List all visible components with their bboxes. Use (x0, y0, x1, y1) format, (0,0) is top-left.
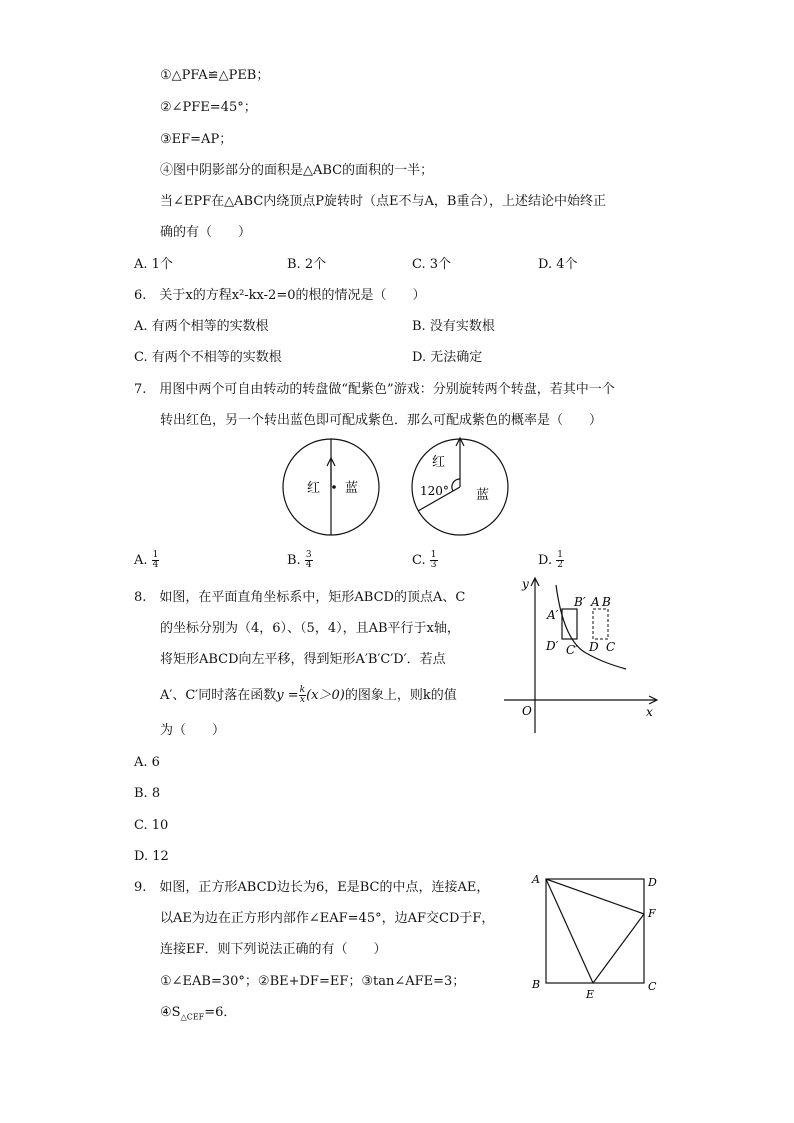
spinner-1-label-red: 红 (307, 481, 321, 496)
q9-label-b: B (532, 978, 541, 991)
q7-option-c-numerator: 1 (430, 550, 437, 560)
spinner-1-label-blue: 蓝 (345, 481, 359, 496)
q5-condition-line2: 确的有（ ） (160, 225, 252, 240)
q9-square-abcd (546, 879, 644, 983)
q5-option-a: A. 1个 (134, 257, 173, 272)
q9-segment-ae (546, 879, 593, 983)
q5-statement-1: ①△PFA≌△PEB； (160, 68, 270, 83)
q7-option-d-label: D. (538, 553, 553, 568)
q7-option-c-denominator: 3 (430, 560, 437, 570)
q7-option-c-label: C. (412, 553, 426, 568)
q7-option-d (538, 551, 564, 570)
q9-area-s: ④S (160, 1005, 181, 1020)
q5-statement-4: ④图中阴影部分的面积是△ABC的面积的一半； (160, 163, 434, 178)
q7-option-b (287, 551, 313, 570)
q9-area-value: =6． (204, 1005, 237, 1020)
q5-statement-3: ③EF=AP； (160, 132, 233, 147)
q8-coordinate-figure (502, 573, 664, 735)
q8-line4-part1: A′、C′同时落在函数 (160, 688, 277, 703)
q7-option-b-label: B. (287, 553, 301, 568)
q9-label-a: A (532, 873, 540, 886)
q8-function-y: y = (276, 688, 299, 703)
q8-function-domain: (x＞0) (306, 688, 345, 703)
q8-function-x: x (299, 695, 305, 705)
q9-segment-ef (593, 914, 644, 983)
q9-square-figure (526, 866, 664, 1004)
q7-stem-line1: 7. 用图中两个可自由转动的转盘做“配紫色”游戏：分别旋转两个转盘，若其中一个 (134, 382, 615, 397)
q7-option-b-numerator: 3 (305, 550, 312, 560)
q6-option-a: A. 有两个相等的实数根 (134, 319, 269, 334)
q9-stem-line2: 以AE为边在正方形内部作∠EAF=45°，边AF交CD于F， (160, 911, 495, 926)
q7-option-d-numerator: 1 (557, 550, 563, 560)
q8-stem-line3: 将矩形ABCD向左平移，得到矩形A′B′C′D′．若点 (160, 652, 446, 667)
q9-label-e: E (586, 988, 595, 1001)
q8-label-b: B (602, 595, 611, 609)
spinner-2-angle-label: 120° (420, 484, 449, 498)
q5-statement-2: ②∠PFE=45°； (160, 100, 257, 115)
spinner-2-label-red: 红 (432, 455, 446, 470)
q9-label-f: F (648, 907, 656, 920)
q5-option-c: C. 3个 (412, 257, 452, 272)
q9-label-d: D (648, 876, 657, 889)
q8-x-label: x (646, 705, 653, 719)
q8-stem-line4 (160, 686, 457, 705)
spinner-1-center-dot (332, 485, 336, 489)
q7-option-a-numerator: 1 (152, 550, 159, 560)
q7-option-b-denominator: 4 (305, 560, 312, 570)
q8-label-d-prime: D′ (546, 639, 559, 653)
q9-segment-af (546, 879, 644, 914)
q8-stem-line1: 8. 如图，在平面直角坐标系中，矩形ABCD的顶点A、C (134, 590, 466, 605)
q8-option-d: D. 12 (134, 849, 169, 864)
q8-option-c: C. 10 (134, 818, 169, 833)
q7-option-d-fraction (556, 551, 564, 570)
q8-y-label: y (522, 577, 529, 591)
q8-stem-line5: 为（ ） (160, 723, 226, 738)
q7-option-a-label: A. (134, 553, 148, 568)
q8-option-a: A. 6 (134, 755, 160, 770)
q8-label-c: C (606, 640, 616, 654)
q9-stem-line4: ①∠EAB=30°；②BE+DF=EF；③tan∠AFE=3； (160, 974, 466, 989)
q7-option-a-denominator: 4 (152, 560, 159, 570)
q7-option-a-fraction (152, 551, 160, 570)
q8-function-fraction (299, 686, 306, 705)
q8-label-a: A (591, 595, 600, 609)
q5-option-d: D. 4个 (538, 257, 578, 272)
q8-rectangle-original (593, 609, 608, 639)
q9-label-c: C (648, 980, 657, 993)
q8-option-b: B. 8 (134, 786, 161, 801)
q5-option-b: B. 2个 (287, 257, 327, 272)
q7-stem-line2: 转出红色，另一个转出蓝色即可配成紫色．那么可配成紫色的概率是（ ） (160, 413, 603, 428)
q8-line4-part2: 的图象上，则k的值 (344, 688, 457, 703)
q6-stem: 6. 关于x的方程x²-kx-2=0的根的情况是（ ） (134, 288, 426, 303)
q6-option-c: C. 有两个不相等的实数根 (134, 350, 282, 365)
q9-stem-line5 (160, 1004, 236, 1027)
q7-option-c-fraction (430, 551, 438, 570)
q7-option-a (134, 551, 159, 570)
q7-spinners-figure (270, 432, 520, 546)
q6-option-d: D. 无法确定 (412, 350, 483, 365)
q8-label-a-prime: A′ (547, 608, 559, 622)
q6-option-b: B. 没有实数根 (412, 319, 495, 334)
q8-label-c-prime: C′ (566, 643, 578, 657)
q7-option-c (412, 551, 438, 570)
q9-stem-line1: 9. 如图，正方形ABCD边长为6，E是BC的中点，连接AE， (134, 880, 490, 895)
q9-area-subscript: △CEF (180, 1012, 205, 1022)
q8-origin-label: O (522, 704, 532, 718)
q8-label-d: D (589, 640, 599, 654)
q8-stem-line2: 的坐标分别为（4，6）、（5，4），且AB平行于x轴， (160, 621, 460, 636)
q7-option-b-fraction (305, 551, 313, 570)
q7-option-d-denominator: 2 (557, 560, 563, 570)
spinner-2-label-blue: 蓝 (476, 488, 490, 503)
q9-stem-line3: 连接EF．则下列说法正确的有（ ） (160, 942, 387, 957)
q5-condition-line1: 当∠EPF在△ABC内绕顶点P旋转时（点E不与A，B重合），上述结论中始终正 (160, 194, 606, 209)
q8-label-b-prime: B′ (574, 595, 586, 609)
q8-function-k: k (299, 685, 306, 695)
